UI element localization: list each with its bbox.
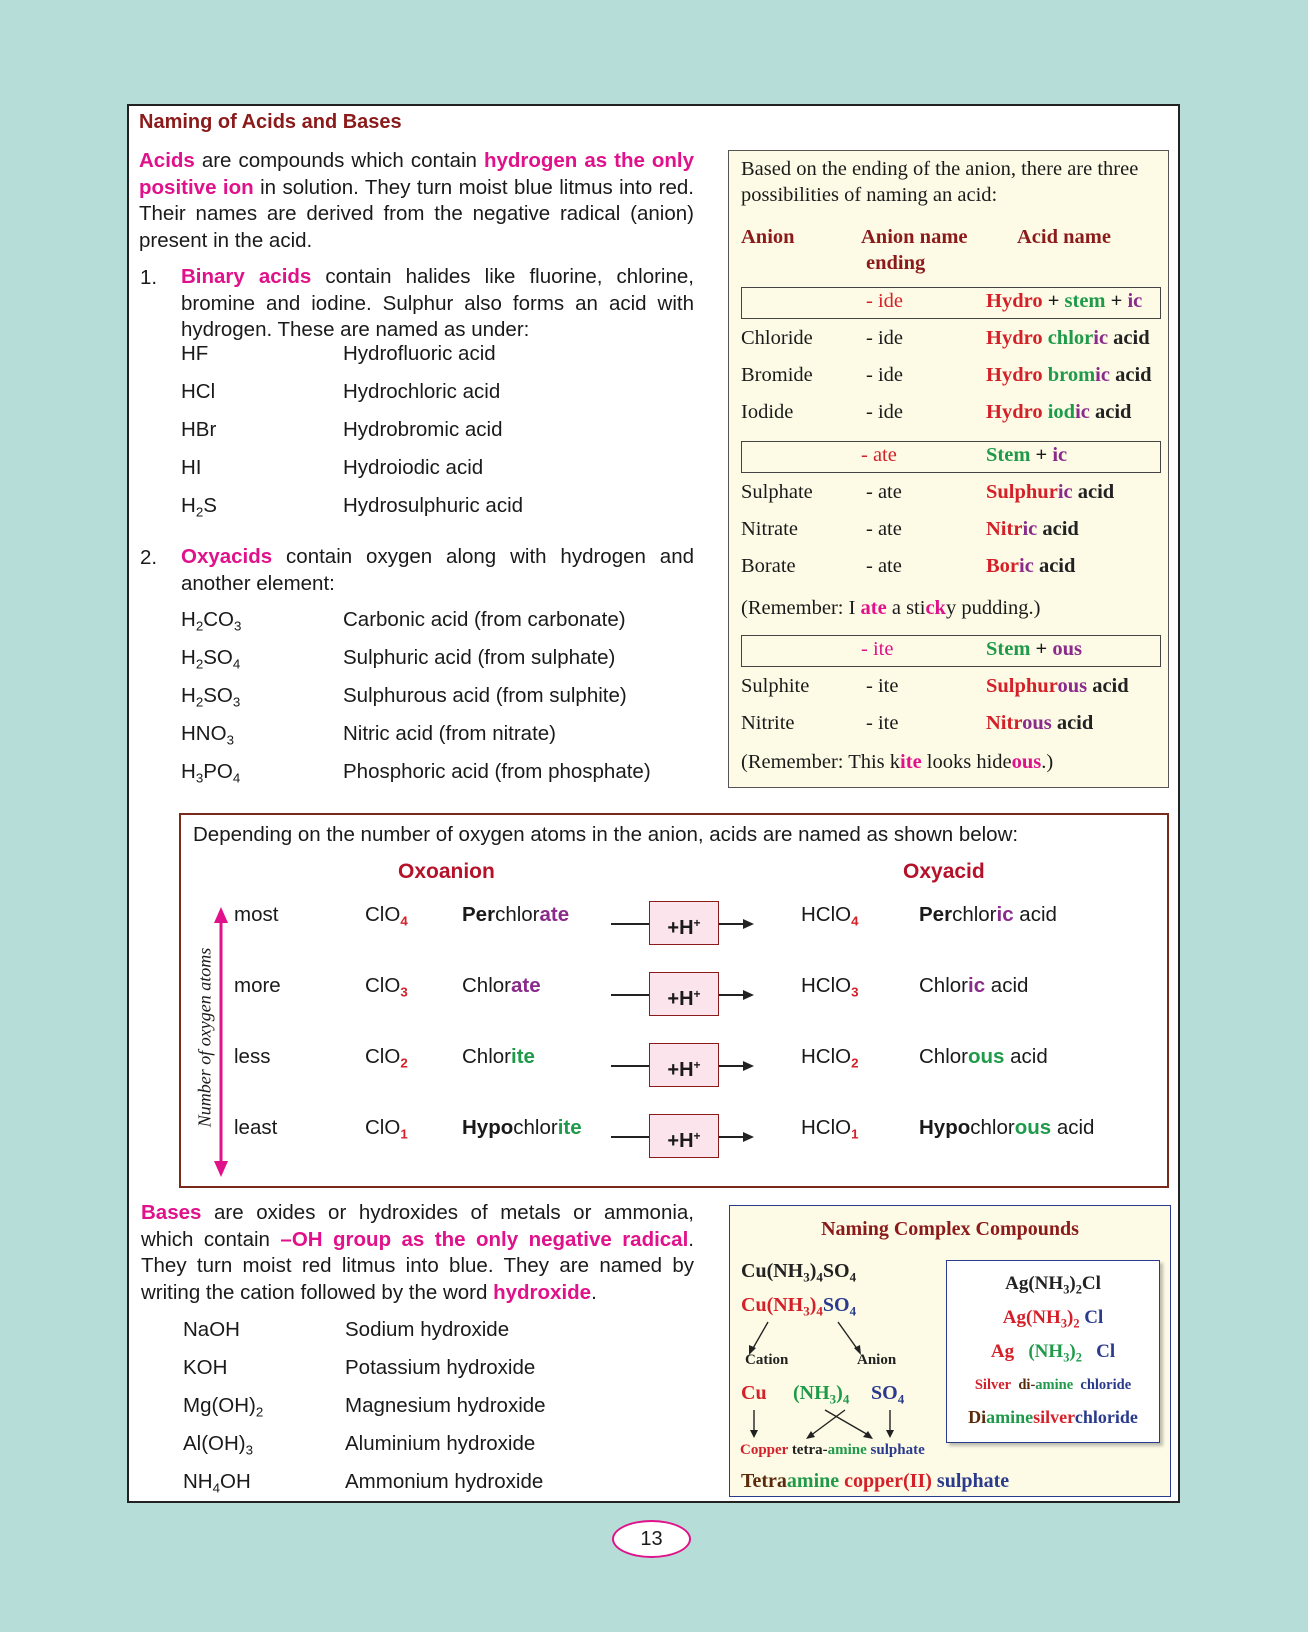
ate-rule-box [741, 441, 1161, 473]
acid-root: iod [1047, 401, 1076, 423]
anion-name: Bromide [741, 364, 813, 386]
formula-subscript: 3 [233, 618, 242, 634]
name-ending: ic [996, 903, 1014, 926]
formula-part: H [181, 760, 196, 783]
anion-name: Nitrite [741, 712, 795, 734]
name-stem: chlor [952, 903, 997, 926]
acids-highlight: hydrogen as the only positive ion [139, 149, 695, 199]
ag-final-name: Diaminesilverchloride [968, 1407, 1138, 1427]
formula-part: SO [203, 646, 233, 669]
formula-part: PO [203, 760, 233, 783]
cu-formula: $Cu(NH_3)_4SO_4$ [741, 1260, 857, 1285]
binary-formula: HF [181, 342, 209, 365]
so4-part: $SO_4$ [871, 1382, 905, 1407]
name-ending: ate [511, 974, 541, 997]
acids-term: Acids [139, 149, 195, 172]
hplus-label: +H [667, 1059, 694, 1082]
binary-term: Binary acids [181, 265, 312, 288]
acid-stem: Sulphur [986, 481, 1058, 503]
ag-formula: $Ag(NH_3)_2Cl$ [1005, 1273, 1101, 1297]
name-suffix: acid [985, 974, 1029, 997]
cation-label: Cation [745, 1352, 789, 1368]
oxyacid-name [919, 1116, 1094, 1140]
name-stem: chlor [970, 1116, 1015, 1139]
formula-part: ClO [365, 903, 401, 926]
binary-formula [181, 494, 217, 525]
hplus-label: +H [667, 1130, 694, 1153]
acid-suffix: ic [1057, 481, 1073, 503]
hplus-sup: + [693, 987, 701, 1001]
name-stem: Chlor [919, 1045, 968, 1068]
name-ending: ic [968, 974, 986, 997]
acid-stem: Bor [986, 555, 1020, 577]
base-name: Ammonium hydroxide [345, 1470, 544, 1493]
formula-subscript: 3 [851, 984, 859, 1000]
name-ending: ite [557, 1116, 582, 1139]
oxoanion-name [462, 1045, 535, 1069]
oxyacid-formula [181, 646, 240, 677]
oxygen-level: most [234, 903, 279, 926]
oxyacid-formula [801, 903, 859, 929]
acid-word: acid [1094, 401, 1132, 423]
formula-subscript: 2 [400, 1055, 408, 1071]
acid-word: acid [1113, 327, 1150, 349]
bases-highlight: –OH group as the only negative radical [280, 1227, 689, 1251]
formula-part: H [181, 608, 196, 631]
complex-compounds-box [729, 1205, 1171, 1497]
reaction-arrow-head [743, 1132, 754, 1142]
formula-subscript: 1 [851, 1126, 859, 1142]
name-suffix: acid [1004, 1045, 1048, 1068]
acid-suffix: ic [1022, 518, 1038, 540]
binary-formula: HCl [181, 380, 216, 403]
formula-part: HClO [801, 1116, 852, 1139]
ite-rule-box [741, 635, 1161, 667]
acid-suffix: ic [1019, 555, 1034, 577]
anion-name: Nitrate [741, 518, 798, 540]
rbox-intro: Based on the ending of the anion, there are three possibilities of naming an acid: [741, 158, 1139, 206]
page-number: 13 [612, 1520, 691, 1558]
acid-name [986, 555, 1075, 578]
binary-acid-name: Hydrobromic acid [343, 418, 503, 441]
acid-name [986, 364, 1152, 387]
binary-acid-name: Hydrosulphuric acid [343, 494, 524, 517]
oxyacid-formula [181, 608, 241, 639]
formula-subscript: 3 [232, 694, 241, 710]
reaction-arrow-head [743, 919, 754, 929]
ite-ending: - ite [861, 638, 894, 660]
binary-formula: HBr [181, 418, 217, 441]
ag-names: Silver di-amine chloride [974, 1377, 1132, 1393]
name-stem: chlor [495, 903, 540, 926]
acid-suffix: ic [1095, 364, 1110, 386]
anion-name: Sulphite [741, 675, 810, 697]
hplus-box [649, 972, 719, 1016]
base-name: Potassium hydroxide [345, 1356, 536, 1379]
acids-intro [139, 148, 694, 254]
anion-ending: - ite [866, 675, 899, 697]
binary-desc: contain halides like fluorine, chlorine, bromine and iodine. Sulphur also forms an acid with hydrogen. These are named as under: [181, 265, 694, 341]
formula-part: ClO [365, 974, 401, 997]
oxy-text [181, 544, 694, 597]
acid-word: acid [1077, 481, 1115, 503]
acid-root: chlor [1047, 327, 1094, 349]
bases-intro: Bases are oxides or hydroxides of metals or ammonia, which contain –OH group as the only negative radical. They turn moist red litmus into blue. They are named by writing the cation followed by the word hydroxide. [141, 1201, 694, 1304]
formula-subscript: 4 [232, 656, 241, 672]
acid-stem: Nitr [986, 518, 1023, 540]
formula-part: H [181, 494, 196, 517]
oxyacid-formula [181, 684, 240, 715]
formula-part: SO [203, 684, 233, 707]
formula-part: KOH [183, 1356, 228, 1379]
acid-name [986, 327, 1150, 350]
oxyacid-formula [801, 1045, 859, 1071]
formula-subscript: 4 [851, 913, 859, 929]
anion-ending: - ide [866, 364, 903, 386]
acid-root: brom [1047, 364, 1096, 386]
hplus-box [649, 1043, 719, 1087]
name-ending: ous [1014, 1116, 1052, 1139]
hplus-box [649, 901, 719, 945]
acid-word: acid [1038, 555, 1076, 577]
acid-word: acid [1092, 675, 1129, 697]
base-formula [183, 1394, 263, 1425]
name-prefix: Per [919, 903, 953, 926]
acid-word: acid [1115, 364, 1152, 386]
oxoanion-formula [365, 1116, 408, 1142]
formula-subscript: 2 [195, 694, 204, 710]
formula-part: Al(OH) [183, 1432, 246, 1455]
name-ending: ate [539, 903, 570, 926]
formula-part: HClO [801, 974, 852, 997]
hplus-sup: + [693, 1129, 701, 1143]
acid-suffix: ic [1093, 327, 1109, 349]
base-formula [183, 1356, 227, 1380]
oxyacid-name: Phosphoric acid (from phosphate) [343, 760, 651, 783]
anion-ending: - ate [866, 555, 902, 577]
ite-mnemonic: (Remember: This kite looks hideous.) [741, 751, 1054, 773]
formula-subscript: 2 [195, 656, 204, 672]
nh3-part: $(NH_3)_4$ [793, 1382, 850, 1407]
name-prefix: Hypo [462, 1116, 514, 1139]
complex-title: Naming Complex Compounds [821, 1218, 1079, 1240]
oxygen-level: less [234, 1045, 271, 1068]
oxoanion-name [462, 1116, 582, 1140]
oxy-desc: contain oxygen along with hydrogen and another element: [181, 545, 694, 595]
acid-word: acid [1056, 712, 1094, 734]
anion-ending: - ate [866, 518, 902, 540]
hplus-label: +H [667, 917, 694, 940]
anion-ending: - ide [866, 401, 903, 423]
name-stem: Chlor [462, 1045, 511, 1068]
formula-subscript: 2 [195, 618, 204, 634]
ate-mnemonic: (Remember: I ate a sticky pudding.) [741, 597, 1041, 619]
acid-stem: Hydro [986, 401, 1043, 423]
silver-complex-box [946, 1260, 1160, 1443]
oxyacid-formula [181, 760, 240, 791]
acid-word: acid [1042, 518, 1079, 540]
ag-formula-split: $Ag(NH_3)_2$ Cl [1002, 1307, 1104, 1331]
oxoanion-formula [365, 1045, 408, 1071]
formula-part: HClO [801, 903, 852, 926]
name-prefix: Hypo [919, 1116, 971, 1139]
oxyacid-name [919, 903, 1057, 927]
formula-subscript: 3 [195, 770, 204, 786]
acid-name [986, 712, 1093, 735]
formula-part: H [181, 684, 196, 707]
binary-text [181, 264, 694, 344]
anion-ending: - ide [866, 327, 903, 349]
acid-name [986, 518, 1079, 541]
ite-rule: Stem + ous [986, 638, 1082, 660]
oxoanion-formula [365, 903, 408, 929]
name-ending: ite [511, 1045, 535, 1068]
oxoanion-formula [365, 974, 408, 1000]
acid-suffix: ous [1057, 675, 1088, 697]
formula-part: HClO [801, 1045, 852, 1068]
base-formula [183, 1318, 240, 1342]
formula-part: Mg(OH) [183, 1394, 256, 1417]
formula-part: OH [220, 1470, 251, 1493]
oxoanion-box [179, 813, 1169, 1188]
ag-parts: Ag $(NH_3)_2$ Cl [990, 1341, 1116, 1365]
anion-label: Anion [857, 1352, 897, 1368]
name-suffix: acid [1013, 903, 1057, 926]
ate-rule: Stem + ic [986, 444, 1068, 466]
formula-subscript: 2 [195, 504, 204, 520]
formula-part: NH [183, 1470, 213, 1493]
hplus-label: +H [667, 988, 694, 1011]
anion-name: Sulphate [741, 481, 813, 503]
anion-name: Borate [741, 555, 796, 577]
acid-name [986, 481, 1114, 504]
anion-ending: - ate [866, 481, 902, 503]
anion-name: Chloride [741, 327, 813, 349]
oxyacid-heading: Oxyacid [903, 860, 985, 883]
acid-suffix: ous [1022, 712, 1052, 734]
oxyacid-name: Nitric acid (from nitrate) [343, 722, 557, 745]
oxyacid-name: Carbonic acid (from carbonate) [343, 608, 626, 631]
col-acid-name: Acid name [1017, 226, 1111, 248]
oxyacid-name [919, 974, 1028, 998]
acid-stem: Hydro [986, 364, 1043, 386]
oxyacid-formula [801, 1116, 859, 1142]
acid-stem: Nitr [986, 712, 1023, 734]
oxo-intro: Depending on the number of oxygen atoms in the anion, acids are named as shown below: [193, 823, 1019, 846]
oxyacid-formula [801, 974, 859, 1000]
acid-name [986, 675, 1129, 698]
acid-suffix: ic [1075, 401, 1090, 423]
formula-part: ClO [365, 1116, 401, 1139]
name-stem: Chlor [919, 974, 968, 997]
oxy-number: 2. [140, 546, 158, 569]
formula-part: CO [203, 608, 234, 631]
name-ending: ous [968, 1045, 1005, 1068]
oxyacid-formula [181, 722, 234, 753]
binary-number: 1. [140, 266, 158, 289]
base-formula [183, 1432, 253, 1463]
acid-stem: Sulphur [986, 675, 1058, 697]
formula-subscript: 4 [400, 913, 408, 929]
name-arrows [730, 1404, 930, 1444]
formula-subscript: 1 [400, 1126, 408, 1142]
ide-rule: Hydro + stem + ic [986, 290, 1143, 312]
acid-naming-box [728, 150, 1169, 788]
cu-formula-split: $Cu(NH_3)_4SO_4$ [741, 1294, 857, 1319]
page-title: Naming of Acids and Bases [139, 111, 402, 133]
bases-term: Bases [141, 1201, 202, 1224]
hplus-box [649, 1114, 719, 1158]
axis-label: Number of oxygen atoms [194, 947, 215, 1128]
formula-part: H [181, 646, 196, 669]
formula-part: ClO [365, 1045, 401, 1068]
reaction-arrow-head [743, 1061, 754, 1071]
acid-name [986, 401, 1131, 424]
oxyacid-name: Sulphuric acid (from sulphate) [343, 646, 616, 669]
base-name: Sodium hydroxide [345, 1318, 510, 1341]
formula-part: HNO [181, 722, 227, 745]
cu-final-name: Tetraamine copper(II) sulphate [741, 1470, 1010, 1492]
oxoanion-name [462, 903, 569, 927]
acids-text-2: in solution. They turn moist blue litmus into red. Their names are derived from the negative radical (anion) present in the acid. [139, 175, 694, 252]
reaction-arrow-head [743, 990, 754, 1000]
col-ending-a: Anion name [861, 226, 968, 248]
formula-subscript: 3 [400, 984, 408, 1000]
base-formula [183, 1470, 251, 1501]
hplus-sup: + [693, 916, 701, 930]
hplus-sup: + [693, 1058, 701, 1072]
acids-text-1: are compounds which contain [194, 149, 484, 172]
base-name: Aluminium hydroxide [345, 1432, 536, 1455]
name-stem: chlor [513, 1116, 558, 1139]
binary-acid-name: Hydrochloric acid [343, 380, 501, 403]
acid-stem: Hydro [986, 327, 1043, 349]
oxygen-level: least [234, 1116, 278, 1139]
col-anion: Anion [741, 226, 795, 248]
oxoanion-name [462, 974, 541, 998]
formula-part: S [203, 494, 217, 517]
formula-subscript: 4 [212, 1480, 221, 1496]
oxy-term: Oxyacids [181, 545, 273, 568]
cu-names: Copper tetra-amine sulphate [740, 1442, 925, 1458]
name-stem: Chlor [462, 974, 511, 997]
formula-part: NaOH [183, 1318, 240, 1341]
binary-acid-name: Hydrofluoric acid [343, 342, 496, 365]
name-suffix: acid [1051, 1116, 1095, 1139]
anion-ending: - ite [866, 712, 899, 734]
formula-subscript: 3 [226, 732, 234, 748]
oxyacid-name: Sulphurous acid (from sulphite) [343, 684, 627, 707]
base-name: Magnesium hydroxide [345, 1394, 546, 1417]
ide-ending: - ide [866, 290, 903, 312]
formula-subscript: 3 [245, 1442, 254, 1458]
col-ending-b: ending [866, 252, 926, 274]
formula-subscript: 2 [255, 1404, 264, 1420]
name-prefix: Per [462, 903, 496, 926]
formula-subscript: 2 [851, 1055, 859, 1071]
formula-subscript: 4 [232, 770, 241, 786]
cu-part: Cu [741, 1382, 767, 1404]
oxoanion-heading: Oxoanion [398, 860, 495, 883]
anion-name: Iodide [741, 401, 794, 423]
binary-formula: HI [181, 456, 202, 479]
oxygen-level: more [234, 974, 281, 997]
ate-ending: - ate [861, 444, 897, 466]
binary-acid-name: Hydroiodic acid [343, 456, 484, 479]
oxyacid-name [919, 1045, 1048, 1069]
